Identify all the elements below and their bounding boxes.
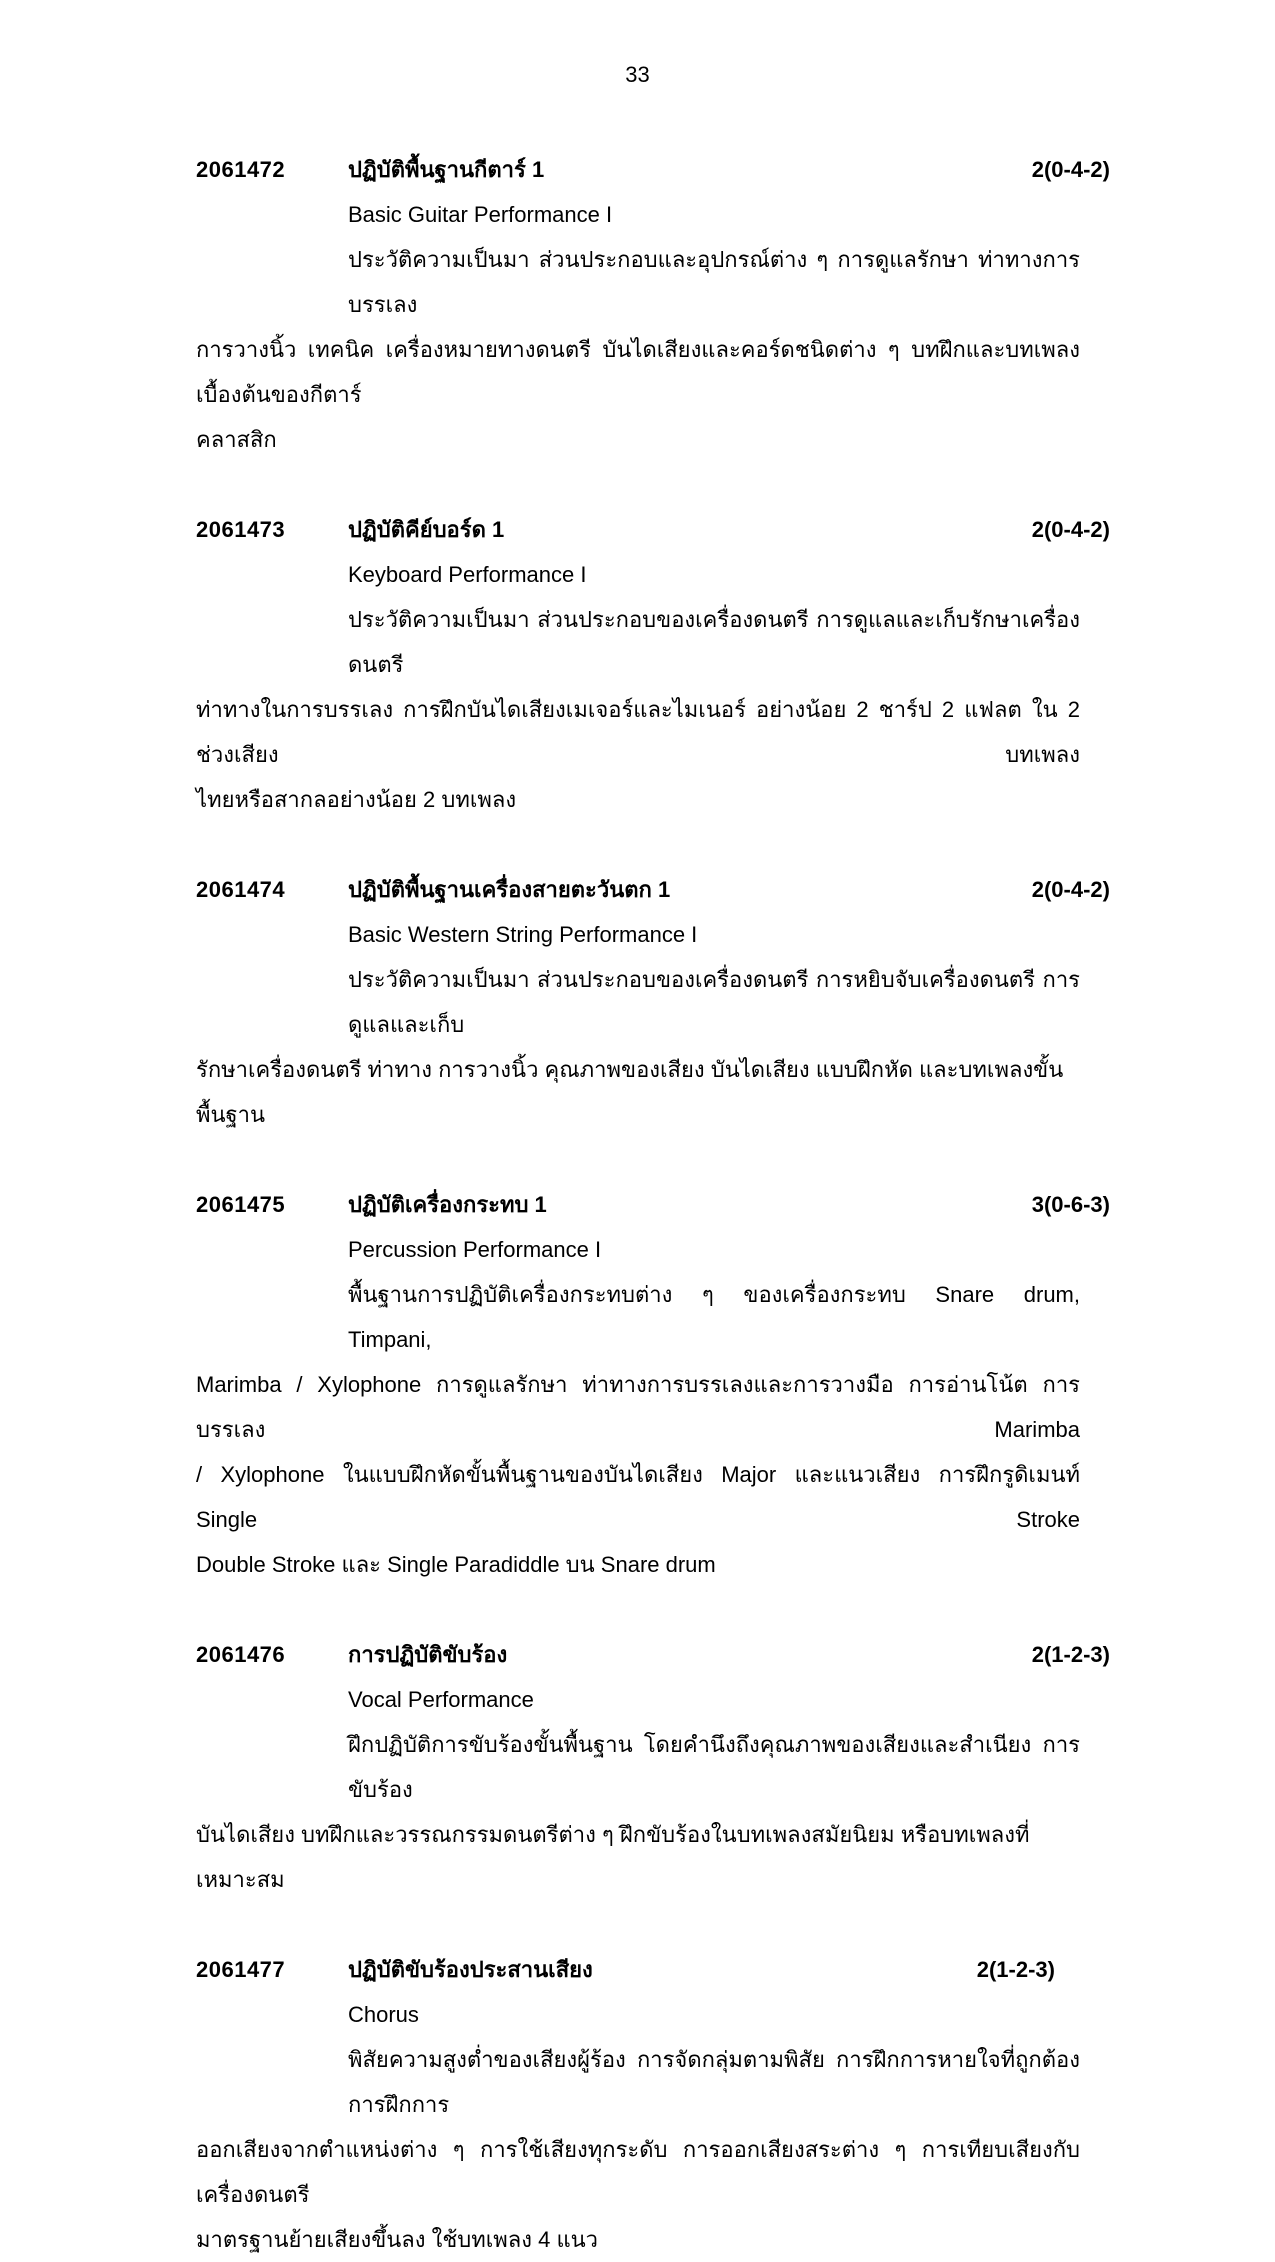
course-title-en: Chorus xyxy=(348,2002,419,2027)
description-line: พื้นฐานการปฏิบัติเครื่องกระทบต่าง ๆ ของเครื่องกระทบ Snare drum, Timpani, xyxy=(348,1282,1080,1352)
course-title-th: ปฏิบัติพื้นฐานกีตาร์ 1 xyxy=(348,157,545,182)
description-line: การวางนิ้ว เทคนิค เครื่องหมายทางดนตรี บันไดเสียงและคอร์ดชนิดต่าง ๆ บทฝึกและบทเพลงเบื้องต้นของกีตาร์ xyxy=(196,337,1080,407)
course-credit: 2(1-2-3) xyxy=(976,1957,1055,1982)
description-line: รักษาเครื่องดนตรี ท่าทาง การวางนิ้ว คุณภาพของเสียง บันไดเสียง แบบฝึกหัด และบทเพลงขั้นพื้นฐาน xyxy=(196,1057,1064,1127)
description-line: Marimba / Xylophone การดูแลรักษา ท่าทางการบรรเลงและการวางมือ การอ่านโน้ต การบรรเลง Marimba xyxy=(196,1372,1080,1442)
course-section xyxy=(196,147,1110,462)
description-line: ออกเสียงจากตำแหน่งต่าง ๆ การใช้เสียงทุกระดับ การออกเสียงสระต่าง ๆ การเทียบเสียงกับเครื่องดนตรี xyxy=(196,2137,1080,2207)
course-header xyxy=(196,147,1110,192)
description-line: ประวัติความเป็นมา ส่วนประกอบและอุปกรณ์ต่าง ๆ การดูแลรักษา ท่าทางการบรรเลง xyxy=(348,247,1080,317)
course-header xyxy=(196,1632,1110,1677)
course-credit: 2(0-4-2) xyxy=(1031,877,1110,902)
course-description xyxy=(196,1272,1110,1587)
course-section xyxy=(196,1632,1110,1902)
course-header xyxy=(196,1947,1110,1992)
page-number: 33 xyxy=(625,62,650,87)
course-title-en: Vocal Performance xyxy=(348,1687,534,1712)
course-title-th: ปฏิบัติพื้นฐานเครื่องสายตะวันตก 1 xyxy=(348,877,671,902)
course-header xyxy=(196,507,1110,552)
course-section xyxy=(196,867,1110,1137)
course-code: 2061476 xyxy=(196,1642,286,1667)
course-description xyxy=(196,597,1110,822)
course-code: 2061473 xyxy=(196,517,286,542)
description-line: มาตรฐานย้ายเสียงขึ้นลง ใช้บทเพลง 4 แนว xyxy=(196,2227,599,2252)
description-line: พิสัยความสูงต่ำของเสียงผู้ร้อง การจัดกลุ่มตามพิสัย การฝึกการหายใจที่ถูกต้อง การฝึกการ xyxy=(348,2047,1080,2117)
course-title-en: Keyboard Performance I xyxy=(348,562,587,587)
description-line: คลาสสิก xyxy=(196,427,277,452)
description-line: ฝึกปฏิบัติการขับร้องขั้นพื้นฐาน โดยคำนึงถึงคุณภาพของเสียงและสำเนียง การขับร้อง xyxy=(348,1732,1080,1802)
course-title-th: ปฏิบัติคีย์บอร์ด 1 xyxy=(348,517,505,542)
course-title-th: การปฏิบัติขับร้อง xyxy=(348,1642,508,1667)
course-header xyxy=(196,867,1110,912)
description-line: Double Stroke และ Single Paradiddle บน Snare drum xyxy=(196,1552,716,1577)
course-credit: 3(0-6-3) xyxy=(1031,1192,1110,1217)
description-line: ประวัติความเป็นมา ส่วนประกอบของเครื่องดนตรี การดูแลและเก็บรักษาเครื่องดนตรี xyxy=(348,607,1080,677)
course-title-en: Basic Guitar Performance I xyxy=(348,202,613,227)
description-line: ไทยหรือสากลอย่างน้อย 2 บทเพลง xyxy=(196,787,517,812)
course-section xyxy=(196,1182,1110,1587)
course-credit: 2(0-4-2) xyxy=(1031,157,1110,182)
description-line: ท่าทางในการบรรเลง การฝึกบันไดเสียงเมเจอร์และไมเนอร์ อย่างน้อย 2 ชาร์ป 2 แฟลต ใน 2 ช่วงเสียง บทเพลง xyxy=(196,697,1080,767)
course-header xyxy=(196,1182,1110,1227)
course-credit: 2(1-2-3) xyxy=(1031,1642,1110,1667)
course-description xyxy=(196,1722,1110,1902)
description-line: ประวัติความเป็นมา ส่วนประกอบของเครื่องดนตรี การหยิบจับเครื่องดนตรี การดูแลและเก็บ xyxy=(348,967,1080,1037)
course-section xyxy=(196,507,1110,822)
course-title-th: ปฏิบัติขับร้องประสานเสียง xyxy=(348,1957,593,1982)
course-title-en: Basic Western String Performance I xyxy=(348,922,698,947)
course-section xyxy=(196,1947,1110,2262)
description-line: / Xylophone ในแบบฝึกหัดขั้นพื้นฐานของบันไดเสียง Major และแนวเสียง การฝึกรูดิเมนท์ Single Stroke xyxy=(196,1462,1080,1532)
course-description xyxy=(196,957,1110,1137)
course-code: 2061472 xyxy=(196,157,286,182)
course-code: 2061475 xyxy=(196,1192,286,1217)
course-credit: 2(0-4-2) xyxy=(1031,517,1110,542)
course-description xyxy=(196,237,1110,462)
description-line: บันไดเสียง บทฝึกและวรรณกรรมดนตรีต่าง ๆ ฝึกขับร้องในบทเพลงสมัยนิยม หรือบทเพลงที่เหมาะสม xyxy=(196,1822,1030,1892)
course-description xyxy=(196,2037,1110,2262)
course-title-th: ปฏิบัติเครื่องกระทบ 1 xyxy=(348,1192,547,1217)
course-title-en: Percussion Performance I xyxy=(348,1237,602,1262)
course-code: 2061477 xyxy=(196,1957,286,1982)
course-code: 2061474 xyxy=(196,877,286,902)
